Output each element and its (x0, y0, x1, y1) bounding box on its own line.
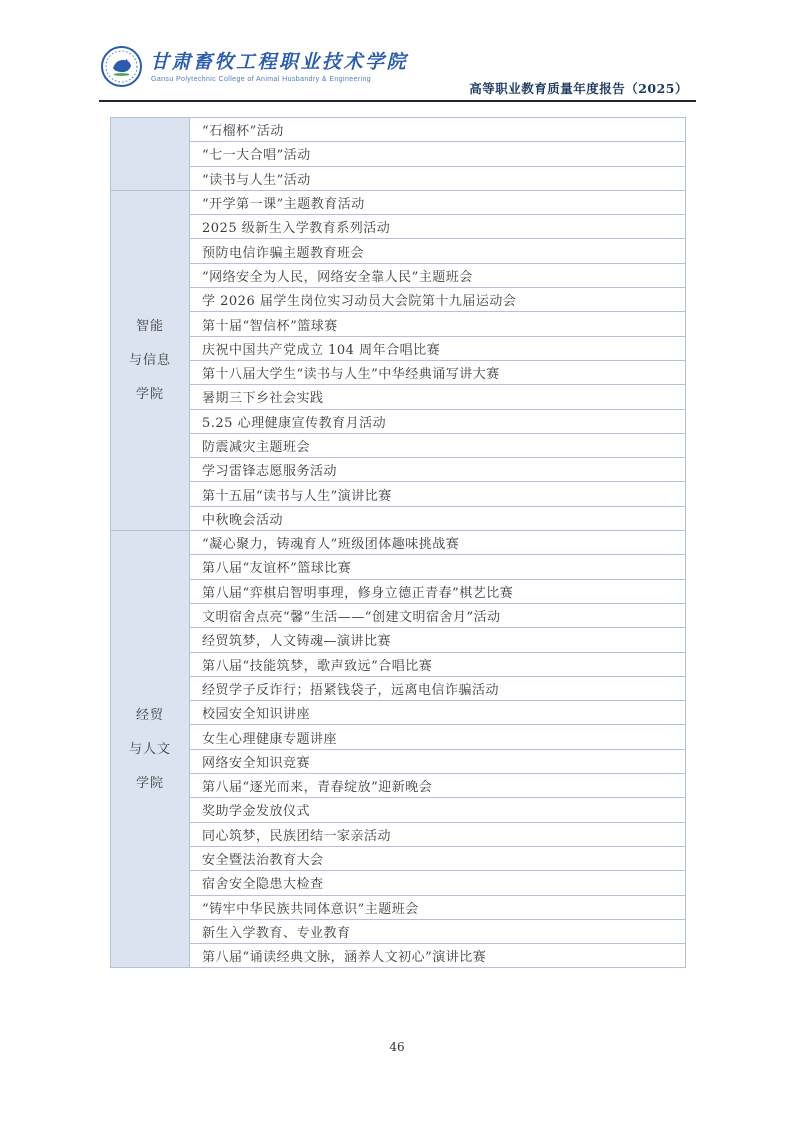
table-row (111, 919, 686, 943)
college-name-line: 学院 (135, 386, 164, 402)
activity-cell: 第八届“逐光而来，青春绽放”迎新晚会 (190, 774, 686, 798)
activity-cell: 经贸学子反诈行；捂紧钱袋子，远离电信诈骗活动 (190, 676, 686, 700)
table-row (111, 944, 686, 968)
table-row (111, 798, 686, 822)
table-row (111, 531, 686, 555)
activity-cell: “网络安全为人民，网络安全靠人民”主题班会 (190, 263, 686, 287)
table-row (111, 360, 686, 384)
activity-cell: 第十届“智信杯”篮球赛 (190, 312, 686, 336)
table-row (111, 676, 686, 700)
table-row (111, 239, 686, 263)
table-row (111, 506, 686, 530)
activity-cell: “石榴杯”活动 (190, 118, 686, 142)
activity-cell: 经贸筑梦，人文铸魂—演讲比赛 (190, 628, 686, 652)
college-name-line: 与信息 (128, 352, 171, 368)
table-row (111, 288, 686, 312)
activity-cell: 同心筑梦，民族团结一家亲活动 (190, 822, 686, 846)
table-row (111, 628, 686, 652)
college-name-cell (111, 118, 190, 191)
table-row (111, 385, 686, 409)
college-name-cell (111, 190, 190, 530)
activity-cell: 第八届“友谊杯”篮球比赛 (190, 555, 686, 579)
activity-cell: “开学第一课”主题教育活动 (190, 190, 686, 214)
table-row (111, 118, 686, 142)
college-name-cell (111, 531, 190, 968)
activity-cell: 新生入学教育、专业教育 (190, 919, 686, 943)
table-row (111, 458, 686, 482)
activity-cell: 学 2026 届学生岗位实习动员大会院第十九届运动会 (190, 288, 686, 312)
page-number: 46 (389, 1040, 405, 1054)
activity-cell: “凝心聚力，铸魂育人”班级团体趣味挑战赛 (190, 531, 686, 555)
college-name-line: 智能 (135, 318, 164, 334)
table-row (111, 725, 686, 749)
activity-cell: 5.25 心理健康宣传教育月活动 (190, 409, 686, 433)
table-row (111, 603, 686, 627)
activity-cell: 第八届“诵读经典文脉，涵养人文初心”演讲比赛 (190, 944, 686, 968)
activity-cell: “铸牢中华民族共同体意识”主题班会 (190, 895, 686, 919)
activity-cell: 奖助学金发放仪式 (190, 798, 686, 822)
table-row (111, 871, 686, 895)
table-row (111, 822, 686, 846)
table-row (111, 579, 686, 603)
table-row (111, 142, 686, 166)
report-title: 高等职业教育质量年度报告（2025） (469, 81, 688, 96)
table-row (111, 749, 686, 773)
table-row (111, 263, 686, 287)
table-row (111, 409, 686, 433)
activity-cell: 庆祝中国共产党成立 104 周年合唱比赛 (190, 336, 686, 360)
college-logo-icon (101, 46, 142, 87)
activity-cell: “七一大合唱”活动 (190, 142, 686, 166)
header-divider (99, 100, 696, 102)
activity-cell: 第十八届大学生“读书与人生”中华经典诵写讲大赛 (190, 360, 686, 384)
table-row (111, 215, 686, 239)
table-row (111, 652, 686, 676)
activity-cell: 暑期三下乡社会实践 (190, 385, 686, 409)
table-row (111, 190, 686, 214)
table-row (111, 482, 686, 506)
activities-table (110, 117, 686, 968)
activity-cell: 宿舍安全隐患大检查 (190, 871, 686, 895)
activity-cell: 中秋晚会活动 (190, 506, 686, 530)
college-name-zh: 甘肃畜牧工程职业技术学院 (150, 51, 409, 73)
table-row (111, 846, 686, 870)
activity-cell: 网络安全知识竞赛 (190, 749, 686, 773)
table-row (111, 774, 686, 798)
college-name-line: 经贸 (135, 707, 164, 723)
activity-cell: 第八届“技能筑梦，歌声致远”合唱比赛 (190, 652, 686, 676)
activity-cell: 预防电信诈骗主题教育班会 (190, 239, 686, 263)
table-row (111, 336, 686, 360)
table-row (111, 433, 686, 457)
activity-cell: 第八届“弈棋启智明事理，修身立德正青春”棋艺比赛 (190, 579, 686, 603)
activity-cell: 2025 级新生入学教育系列活动 (190, 215, 686, 239)
activity-cell: 文明宿舍点亮“馨”生活——“创建文明宿舍月”活动 (190, 603, 686, 627)
activity-cell: 校园安全知识讲座 (190, 701, 686, 725)
activity-cell: 女生心理健康专题讲座 (190, 725, 686, 749)
activity-cell: 安全暨法治教育大会 (190, 846, 686, 870)
table-row (111, 166, 686, 190)
college-name-en: Gansu Polytechnic College of Animal Husbandry & Engineering (151, 76, 372, 83)
table-row (111, 701, 686, 725)
activity-cell: 防震减灾主题班会 (190, 433, 686, 457)
activity-cell: 第十五届“读书与人生”演讲比赛 (190, 482, 686, 506)
activity-cell: “读书与人生”活动 (190, 166, 686, 190)
table-row (111, 312, 686, 336)
college-name-line: 与人文 (128, 741, 171, 757)
college-name-line: 学院 (135, 775, 164, 791)
activity-cell: 学习雷锋志愿服务活动 (190, 458, 686, 482)
table-row (111, 895, 686, 919)
table-row (111, 555, 686, 579)
